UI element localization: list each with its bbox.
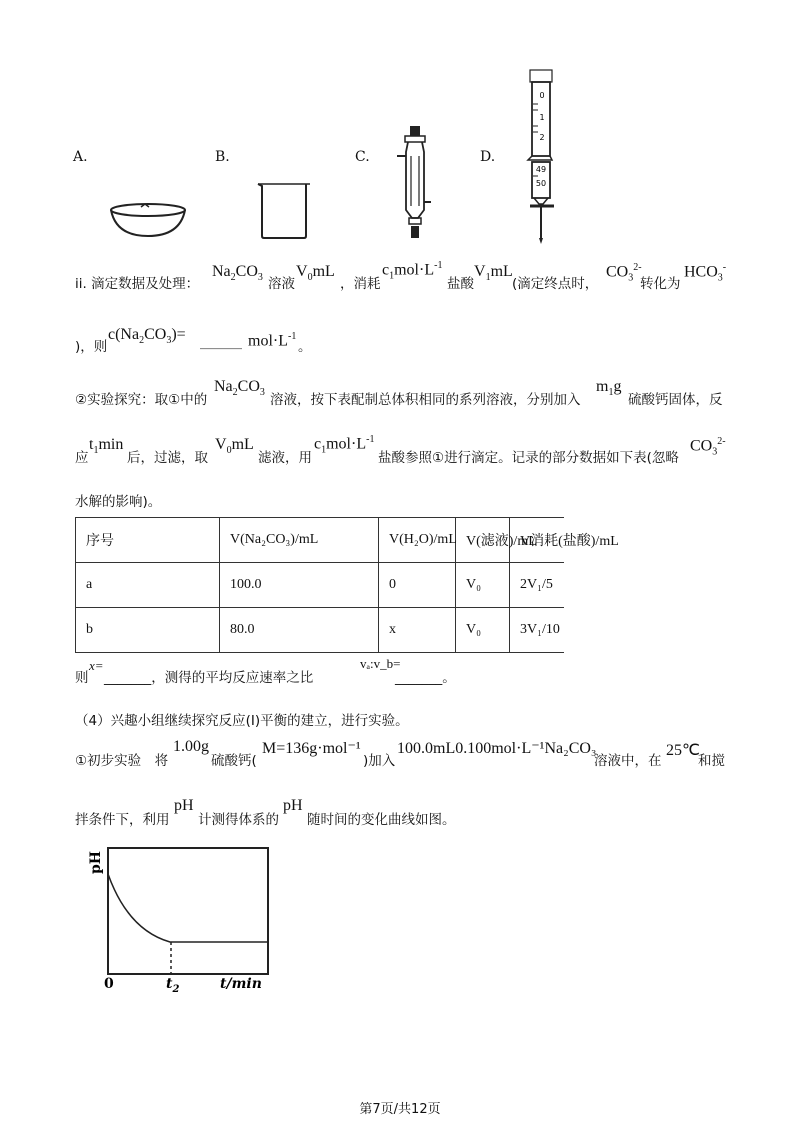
table-header-cell: V消耗(盐酸)/mL xyxy=(510,518,565,563)
option-b-label: B. xyxy=(215,149,230,165)
para2-line1a: ②实验探究：取①中的 xyxy=(75,392,208,408)
q4-mass: 1.00g xyxy=(173,738,209,755)
table-header-cell: V(滤液)/mL xyxy=(456,518,510,563)
q4-line2a: 拌条件下，利用 xyxy=(75,812,170,828)
table-cell: V₀ xyxy=(456,563,510,608)
para2-line3: 水解的影响)。 xyxy=(75,494,162,510)
graph-ylabel: pH xyxy=(88,850,104,874)
graph-t2: $t_2$ xyxy=(166,976,180,995)
para2-line2c: 滤液，用 xyxy=(258,450,312,466)
line-ii-cont: )，则 xyxy=(75,339,108,355)
para2-line2d: 盐酸参照①进行滴定。记录的部分数据如下表(忽略 xyxy=(378,450,679,466)
formula-m1g: $m_1g$ xyxy=(596,378,622,399)
table-cell: V₀ xyxy=(456,608,510,653)
after-table-b: _______，测得的平均反应速率之比 xyxy=(104,670,314,686)
svg-text:2: 2 xyxy=(539,133,545,142)
q4-line1e: 和搅 xyxy=(698,753,725,769)
burette-icon xyxy=(522,68,562,248)
svg-text:1: 1 xyxy=(539,113,545,122)
evaporating-dish-icon xyxy=(108,200,188,240)
svg-text:50: 50 xyxy=(535,179,547,188)
q4-ph-1: pH xyxy=(174,797,194,814)
q4-line1c: )加入 xyxy=(363,753,396,769)
svg-text:0: 0 xyxy=(539,91,545,100)
table-cell: a xyxy=(76,563,220,608)
rate-ratio: vₐ:v_b= xyxy=(360,656,401,671)
formula-na2co3-2: $Na_2CO_3$ xyxy=(214,378,265,399)
beaker-icon xyxy=(254,180,314,242)
table-row xyxy=(76,563,565,608)
graph-xlabel: t/min xyxy=(220,976,262,992)
table-header-row xyxy=(76,518,565,563)
titration-data-table xyxy=(75,517,619,653)
formula-v0-2: $V_0mL$ xyxy=(215,436,254,457)
table-cell: 80.0 xyxy=(220,608,379,653)
table-cell: 3V₁/10 xyxy=(510,608,565,653)
table-header-cell: V(H₂O)/mL xyxy=(379,518,456,563)
dropping-funnel-icon xyxy=(393,122,438,246)
formula-hco3: $HCO_3^-$ xyxy=(684,262,727,284)
after-table-c: _______。 xyxy=(395,670,456,686)
para2-line1b: 溶液，按下表配制总体积相同的系列溶液，分别加入 xyxy=(270,392,581,408)
q4-temperature: 25℃ xyxy=(666,742,700,759)
table-header-cell: V(Na₂CO₃)/mL xyxy=(220,518,379,563)
q4-line1b: 硫酸钙( xyxy=(211,753,257,769)
q4-line2b: 计测得体系的 xyxy=(198,812,279,828)
table-row xyxy=(76,608,565,653)
line-ii-prefix: ii. 滴定数据及处理： xyxy=(75,276,200,292)
line-ii-end: 。 xyxy=(298,339,312,355)
table-cell: 2V₁/5 xyxy=(510,563,565,608)
para2-line2b: 后，过滤，取 xyxy=(127,450,208,466)
formula-na2co3-1: $Na_2CO_3$ xyxy=(212,263,263,284)
para2-line2a: 应 xyxy=(75,450,89,466)
table-cell: 100.0 xyxy=(220,563,379,608)
option-a-label: A. xyxy=(73,149,88,165)
formula-v0: $V_0mL$ xyxy=(296,263,335,284)
formula-co3: $CO_3^{2-}$ xyxy=(606,262,642,284)
formula-c-na2co3: $c(Na_2CO_3)=$ xyxy=(108,326,186,347)
page-footer: 第7页/共12页 xyxy=(359,1102,441,1117)
formula-c1-2: $c_1mol\cdot L^{-1}$ xyxy=(314,434,375,456)
line-ii-part5: 转化为 xyxy=(640,276,681,292)
option-d-label: D. xyxy=(480,149,496,165)
line-ii-part2: ，消耗 xyxy=(340,276,381,292)
q4-molar-mass: M=136g·mol⁻¹ xyxy=(262,740,361,757)
table-header-cell: 序号 xyxy=(76,518,220,563)
line-ii-part1: 溶液 xyxy=(268,276,295,292)
formula-v1: $V_1mL$ xyxy=(474,263,513,284)
line-ii-part4: (滴定终点时， xyxy=(512,276,599,292)
formula-co3-2: $CO_3^{2-}$ xyxy=(690,436,726,458)
formula-t1min: $t_1\min$ xyxy=(89,436,124,457)
answer-blank-1: ______ xyxy=(200,334,242,350)
ph-time-graph xyxy=(80,840,280,996)
formula-c1: $c_1mol\cdot L^{-1}$ xyxy=(382,260,443,282)
unit-mol-l: $mol\cdot L^{-1}$ xyxy=(248,331,297,350)
table-cell: b xyxy=(76,608,220,653)
after-table-a: 则 xyxy=(75,670,89,686)
q4-title: （4）兴趣小组继续探究反应(I)平衡的建立，进行实验。 xyxy=(75,713,409,729)
table-cell: x xyxy=(379,608,456,653)
q4-line2c: 随时间的变化曲线如图。 xyxy=(307,812,456,828)
q4-line1a: ①初步实验 将 xyxy=(75,753,169,769)
svg-text:49: 49 xyxy=(535,165,547,174)
var-x: x= xyxy=(89,658,104,673)
line-ii-part3: 盐酸 xyxy=(447,276,474,292)
para2-line1c: 硫酸钙固体，反 xyxy=(628,392,723,408)
q4-solution: 100.0mL0.100mol·L⁻¹Na₂CO₃ xyxy=(397,740,597,757)
q4-ph-2: pH xyxy=(283,797,303,814)
graph-origin: 0 xyxy=(104,976,114,992)
q4-line1d: 溶液中，在 xyxy=(594,753,662,769)
option-c-label: C. xyxy=(355,149,370,165)
table-cell: 0 xyxy=(379,563,456,608)
